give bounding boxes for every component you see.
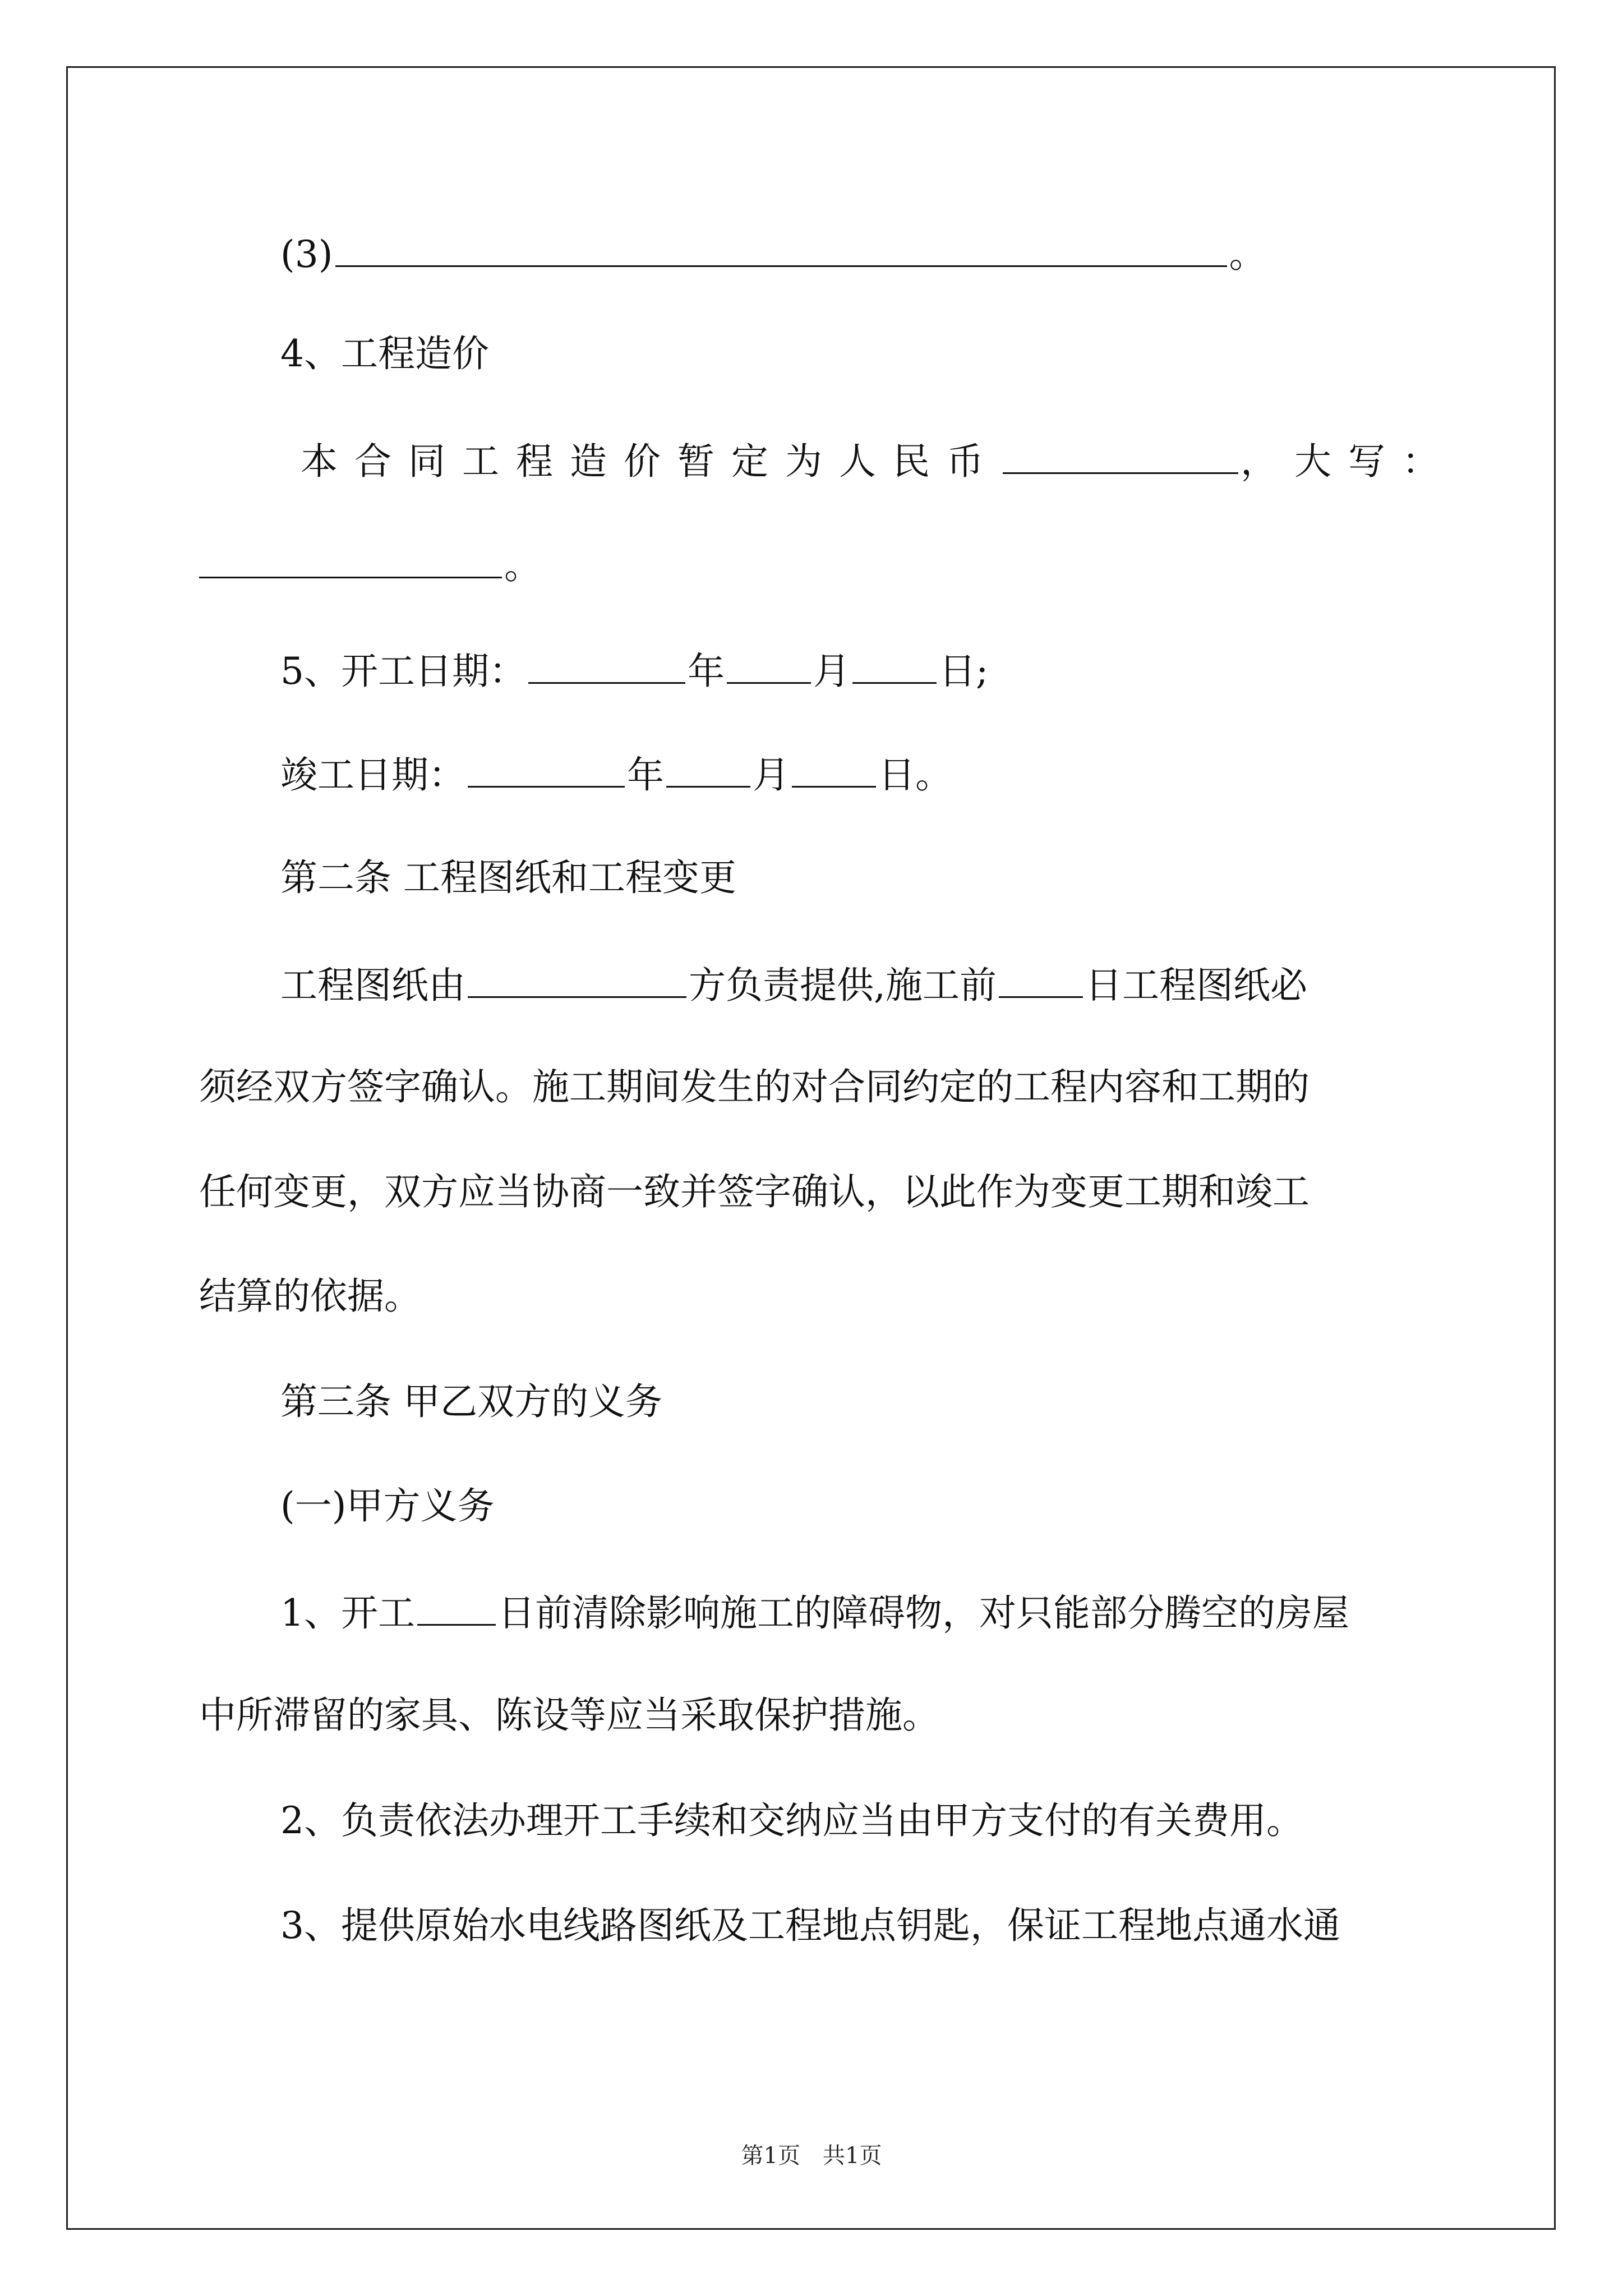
drawings-mid: 方负责提供,施工前 [689,964,997,1007]
paragraph-line: 任何变更，双方应当协商一致并签字确认，以此作为变更工期和竣工 [199,1170,1310,1213]
paragraph-line: 结算的依据。 [199,1274,421,1318]
fill-blank [1003,441,1238,474]
fill-blank [417,1593,496,1626]
cost-line [301,440,1456,484]
drawings-line [280,964,1307,1007]
fill-blank [852,651,937,684]
start-date-label: 5、开工日期： [280,650,526,693]
completion-date-line [280,753,952,797]
completion-date-label: 竣工日期： [280,753,465,797]
fill-blank [528,651,685,684]
article-3-heading: 第三条 甲乙双方的义务 [280,1380,662,1423]
month-label: 月 [753,753,790,797]
day-label: 日。 [878,753,952,797]
start-date-line [280,650,989,693]
page-footer [0,2145,1623,2167]
fill-blank [199,545,502,578]
month-label: 月 [813,650,850,693]
fill-blank [727,651,811,684]
obligation-1-line [280,1591,1349,1635]
page-total: 共1页 [823,2143,882,2169]
year-label: 年 [627,753,664,797]
fill-blank [468,965,686,998]
fill-blank [666,754,750,788]
fill-blank [335,234,1227,267]
clause-item-3 [280,233,1266,277]
drawings-suffix: 日工程图纸必 [1085,964,1307,1007]
obligation-1-suffix: 日前清除影响施工的障碍物，对只能部分腾空的房屋 [498,1591,1349,1635]
fill-blank [468,754,625,788]
obligation-2-line: 2、负责依法办理开工手续和交纳应当由甲方支付的有关费用。 [280,1799,1303,1842]
cost-suffix: ，大写： [1241,440,1456,484]
paragraph-line: 中所滞留的家具、陈设等应当采取保护措施。 [199,1694,939,1737]
year-label: 年 [688,650,725,693]
paragraph-line: 须经双方签字确认。施工期间发生的对合同约定的工程内容和工期的 [199,1065,1310,1108]
obligation-1-prefix: 1、开工 [280,1591,415,1635]
cost-uppercase-line [199,544,541,588]
item-3-prefix: (3) [280,233,333,277]
drawings-prefix: 工程图纸由 [280,964,465,1007]
party-a-obligations-heading: (一)甲方义务 [280,1484,495,1527]
page-number: 第1页 [741,2143,800,2169]
cost-uppercase-suffix: 。 [504,544,541,588]
obligation-3-line: 3、提供原始水电线路图纸及工程地点钥匙，保证工程地点通水通 [280,1904,1340,1947]
cost-prefix: 本合同工程造价暂定为人民币 [301,440,1000,484]
fill-blank [999,965,1083,998]
article-2-heading: 第二条 工程图纸和工程变更 [280,856,736,899]
heading-project-cost: 4、工程造价 [280,332,489,375]
item-3-suffix: 。 [1229,233,1266,277]
fill-blank [792,754,876,788]
day-label: 日; [939,650,989,693]
